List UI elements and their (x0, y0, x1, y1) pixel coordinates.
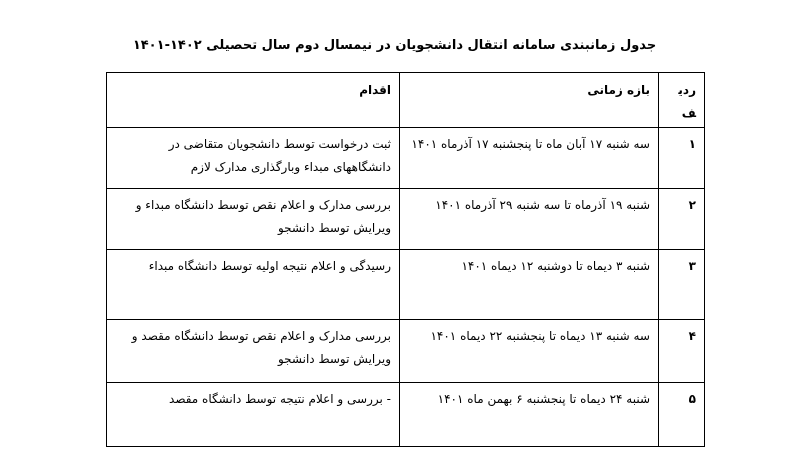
table-row (107, 250, 705, 320)
time-period-cell: شنبه ۲۴ دیماه تا پنجشنبه ۶ بهمن ماه ۱۴۰۱ (400, 383, 659, 447)
header-action: اقدام (107, 73, 400, 128)
row-number: ۵ (659, 383, 705, 447)
action-cell: رسیدگی و اعلام نتیجه اولیه توسط دانشگاه مبداء (107, 250, 400, 320)
time-period-cell: سه شنبه ۱۳ دیماه تا پنجشنبه ۲۲ دیماه ۱۴۰۱ (400, 320, 659, 383)
schedule-table (106, 72, 705, 447)
time-period-cell: شنبه ۳ دیماه تا دوشنبه ۱۲ دیماه ۱۴۰۱ (400, 250, 659, 320)
table-row (107, 189, 705, 250)
row-number: ۴ (659, 320, 705, 383)
action-cell: ثبت درخواست توسط دانشجویان متقاضی در دانشگاههای مبداء وبارگذاری مدارک لازم (107, 128, 400, 189)
time-period-cell: شنبه ۱۹ آذرماه تا سه شنبه ۲۹ آذرماه ۱۴۰۱ (400, 189, 659, 250)
document-title: جدول زمانبندی سامانه انتقال دانشجویان در نیمسال دوم سال تحصیلی ۱۴۰۲-۱۴۰۱ (132, 38, 657, 53)
table-row (107, 320, 705, 383)
header-row-number: ردیف (659, 73, 705, 128)
table-header-row (107, 73, 705, 128)
row-number: ۱ (659, 128, 705, 189)
table-row (107, 383, 705, 447)
action-cell: بررسی مدارک و اعلام نقص توسط دانشگاه مبداء و ویرایش توسط دانشجو (107, 189, 400, 250)
row-number: ۲ (659, 189, 705, 250)
row-number: ۳ (659, 250, 705, 320)
action-cell: - بررسی و اعلام نتیجه توسط دانشگاه مقصد (107, 383, 400, 447)
time-period-cell: سه شنبه ۱۷ آبان ماه تا پنجشنبه ۱۷ آذرماه ۱۴۰۱ (400, 128, 659, 189)
header-time-period: بازه زمانی (400, 73, 659, 128)
action-cell: بررسی مدارک و اعلام نقص توسط دانشگاه مقصد و ویرایش توسط دانشجو (107, 320, 400, 383)
table-row (107, 128, 705, 189)
